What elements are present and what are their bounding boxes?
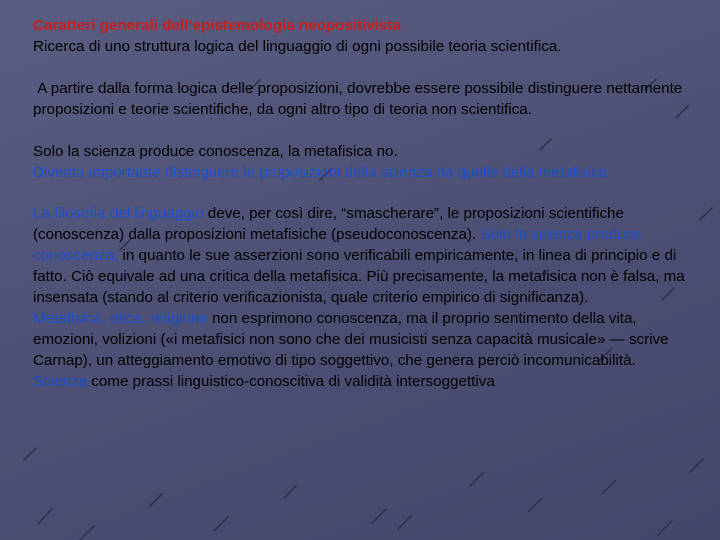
highlight-scienza: Scienza (33, 372, 88, 390)
paragraph-1: A partire dalla forma logica delle proposizioni, dovrebbe essere possibile distinguere nettamente proposizioni e teorie scientifiche, da ogni altro tipo di teoria non scientifica. (33, 79, 687, 118)
slide-title: Caratteri generali dell’epistemologia neopositivista (33, 17, 401, 34)
slide-text (33, 16, 693, 393)
text-prassi: come prassi linguistico-conoscitiva di validità intersoggettiva (87, 372, 495, 390)
paragraph-3 (33, 204, 693, 392)
text-verificabili: in quanto le sue asserzioni sono verificabili empiricamente, in linea di principio e di fatto. Ciò equivale ad una critica della metafisica. Più precisamente, la metafisica non è falsa, ma insensata (stando al criterio verificazionista, quale criterio empirico di significanza). (33, 247, 685, 307)
paragraph-2-highlight: Diventa importante distinguere le proposizioni della scienza da quelle della metafisica. (33, 163, 612, 181)
paragraph-2-line: Solo la scienza produce conoscenza, la metafisica no. (33, 142, 398, 160)
intro-text: Ricerca di uno struttura logica del linguaggio di ogni possibile teoria scientifica. (33, 37, 562, 55)
text-sentimento: non esprimono conoscenza, ma il proprio sentimento della vita, emozioni, volizioni («i metafisici non sono che dei musicisti senza capacità musicale» — scrive Carnap), un atteggiamento emotivo di tipo soggettivo, che genera perciò incomunicabilità. (33, 309, 669, 369)
highlight-filosofia-linguaggio: La filosofia del linguaggio (33, 205, 204, 223)
text-smascherare: deve, per così dire, “smascherare”, le proposizioni scientifiche (conoscenza) dalla proposizioni metafisiche (pseudoconoscenza). (33, 205, 624, 244)
highlight-solo-scienza: Solo la scienza produce conoscenza, (33, 226, 642, 265)
highlight-metafisica-etica-religione: Metafisica, etica, religione (33, 309, 208, 327)
